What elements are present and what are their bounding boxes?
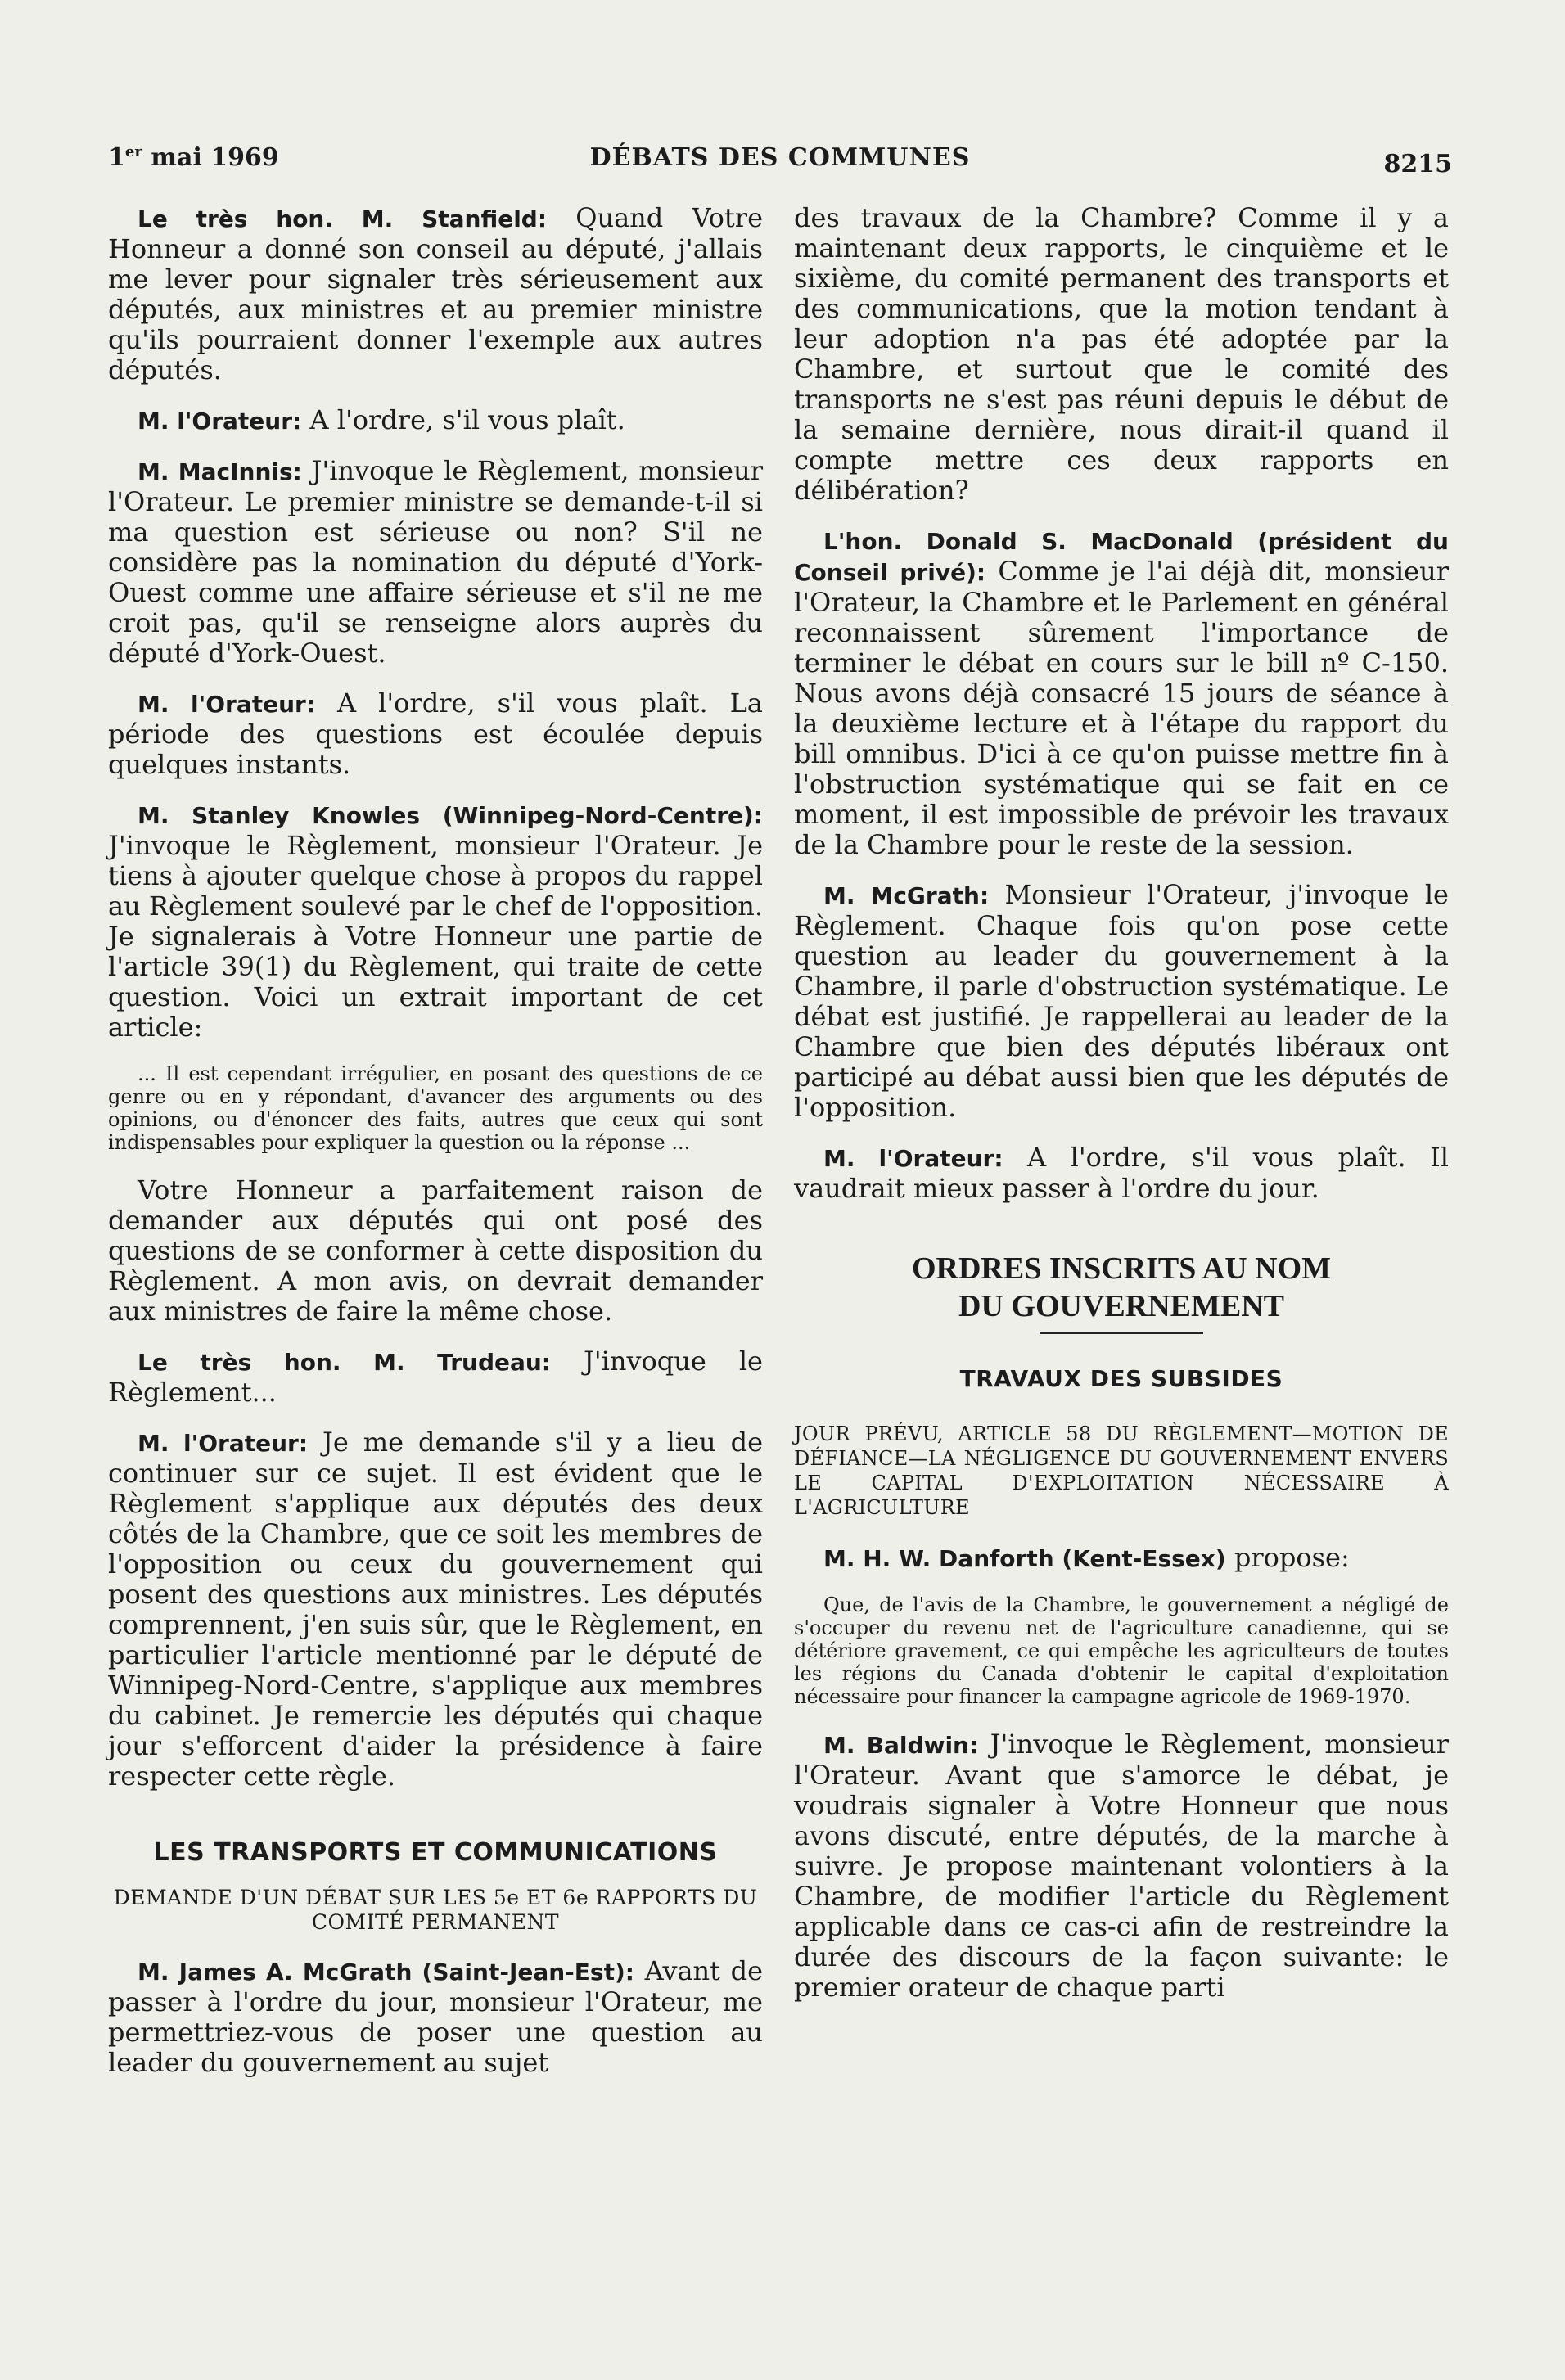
page-header	[108, 143, 1452, 184]
motion-quote: Que, de l'avis de la Chambre, le gouvernement a négligé de s'occuper du revenu net de l'agriculture canadienne, qui se détériore gravement, ce qui empêche les agriculteurs de toutes les régions du Canada d'obtenir le capital d'exploitation nécessaire pour financer la campagne agricole de 1969-1970.	[794, 1593, 1449, 1708]
rule-quote: ... Il est cependant irrégulier, en posant des questions de ce genre ou en y répondant, d'avancer des arguments ou des opinions, ou d'énoncer des faits, autres que ceux qui sont indispensables pour expliquer la question ou la réponse ...	[108, 1062, 763, 1154]
speech-paragraph: L'hon. Donald S. MacDonald (président du Conseil privé): Comme je l'ai déjà dit, monsieur l'Orateur, la Chambre et le Parlement en général reconnaissent sûrement l'importance de terminer le débat en cours sur le bill nº C-150. Nous avons déjà consacré 15 jours de séance à la deuxième lecture et à l'étape du rapport du bill omnibus. D'ici à ce qu'on puisse mettre fin à l'obstruction systématique qui se fait en ce moment, il est impossible de prévoir les travaux de la Chambre pour le reste de la session.	[794, 528, 1449, 860]
speaker-name: M. MacInnis:	[138, 458, 302, 485]
motion-heading: JOUR PRÉVU, ARTICLE 58 DU RÈGLEMENT—MOTION DE DÉFIANCE—LA NÉGLIGENCE DU GOUVERNEMENT ENVERS LE CAPITAL D'EXPLOITATION NÉCESSAIRE À L'AGRICULTURE	[794, 1422, 1449, 1519]
speech-paragraph: Votre Honneur a parfaitement raison de demander aux députés qui ont posé des questions de se conformer à cette disposition du Règlement. A mon avis, on devrait demander aux ministres de faire la même chose.	[108, 1174, 763, 1327]
speech-paragraph: M. l'Orateur: A l'ordre, s'il vous plaît. La période des questions est écoulée depuis quelques instants.	[108, 687, 764, 780]
speech-paragraph: M. H. W. Danforth (Kent-Essex) propose:	[823, 1542, 1350, 1573]
speaker-name: M. l'Orateur:	[138, 1430, 309, 1457]
supply-title: TRAVAUX DES SUBSIDES	[959, 1365, 1283, 1392]
speaker-name: Le très hon. M. Stanfield:	[138, 205, 548, 232]
speaker-name: M. Stanley Knowles (Winnipeg-Nord-Centre):	[138, 802, 763, 829]
speaker-name: Le très hon. M. Trudeau:	[138, 1349, 551, 1376]
speech-paragraph: M. l'Orateur: A l'ordre, s'il vous plaît.	[138, 404, 625, 435]
speech-paragraph: M. Stanley Knowles (Winnipeg-Nord-Centre): J'invoque le Règlement, monsieur l'Orateur. Je tiens à ajouter quelque chose à propos du rappel au Règlement soulevé par le chef de l'opposition. Je signalerais à Votre Honneur une partie de l'article 39(1) du Règlement, qui traite de cette question. Voici un extrait important de cet article:	[108, 802, 763, 1043]
speaker-name: M. H. W. Danforth (Kent-Essex)	[823, 1545, 1226, 1572]
speech-paragraph: M. James A. McGrath (Saint-Jean-Est): Avant de passer à l'ordre du jour, monsieur l'Orateur, me permettriez-vous de poser une question au leader du gouvernement au sujet	[108, 1955, 763, 2078]
speaker-name: M. Baldwin:	[823, 1732, 979, 1759]
speech-paragraph: Le très hon. M. Trudeau: J'invoque le Règlement...	[108, 1346, 763, 1408]
speaker-name: M. l'Orateur:	[138, 691, 316, 718]
page-number: 8215	[1383, 150, 1452, 178]
header-title: DÉBATS DES COMMUNES	[589, 143, 971, 172]
speaker-name: M. l'Orateur:	[823, 1145, 1003, 1172]
speech-paragraph: M. Baldwin: J'invoque le Règlement, monsieur l'Orateur. Avant que s'amorce le débat, je voudrais signaler à Votre Honneur que nous avons discuté, entre députés, de la marche à suivre. Je propose maintenant volontiers à la Chambre, de modifier l'article du Règlement applicable dans ce cas-ci afin de restreindre la durée des discours de la façon suivante: le premier orateur de chaque parti	[794, 1729, 1449, 2003]
section-subtitle: DEMANDE D'UN DÉBAT SUR LES 5e ET 6e RAPPORTS DU COMITÉ PERMANENT	[113, 1886, 758, 1934]
left-column	[108, 203, 763, 2098]
speech-paragraph: M. l'Orateur: A l'ordre, s'il vous plaît. Il vaudrait mieux passer à l'ordre du jour.	[794, 1142, 1449, 1204]
header-date: 1er mai 1969	[108, 143, 279, 172]
title-rule	[1040, 1332, 1203, 1334]
continued-paragraph: des travaux de la Chambre? Comme il y a maintenant deux rapports, le cinquième et le sixième, du comité permanent des transports et des communications, que la motion tendant à leur adoption n'a pas été adoptée par la Chambre, et surtout que le comité des transports ne s'est pas réuni depuis le début de la semaine dernière, nous dirait-il quand il compte mettre ces deux rapports en délibération?	[794, 202, 1449, 506]
speaker-name: M. l'Orateur:	[138, 408, 302, 435]
speech-paragraph: M. MacInnis: J'invoque le Règlement, monsieur l'Orateur. Le premier ministre se demande-t-il si ma question est sérieuse ou non? S'il ne considère pas la nomination du député d'York-Ouest comme une affaire sérieuse et s'il ne me croit pas, qu'il se renseigne alors auprès du député d'York-Ouest.	[108, 455, 763, 669]
orders-title: ORDRES INSCRITS AU NOM DU GOUVERNEMENT	[911, 1251, 1332, 1323]
speech-paragraph: M. l'Orateur: Je me demande s'il y a lieu de continuer sur ce sujet. Il est évident que le Règlement s'applique aux députés des deux côtés de la Chambre, que ce soit les membres de l'opposition ou ceux du gouvernement qui posent des questions aux ministres. Les députés comprennent, j'en suis sûr, que le Règlement, en particulier l'article mentionné par le député de Winnipeg-Nord-Centre, s'applique aux membres du cabinet. Je remercie les députés qui chaque jour s'efforcent d'aider la présidence à faire respecter cette règle.	[108, 1427, 763, 1792]
right-column	[794, 203, 1449, 2022]
section-title: LES TRANSPORTS ET COMMUNICATIONS	[153, 1838, 718, 1867]
speaker-name: L'hon. Donald S. MacDonald (président du Conseil privé):	[794, 528, 1449, 586]
speech-paragraph: M. McGrath: Monsieur l'Orateur, j'invoque le Règlement. Chaque fois qu'on pose cette question au leader du gouvernement à la Chambre, il parle d'obstruction systématique. Le débat est justifié. Je rappellerai au leader de la Chambre que bien des députés libéraux ont participé au débat aussi bien que les députés de l'opposition.	[794, 879, 1449, 1123]
speech-paragraph: Le très hon. M. Stanfield: Quand Votre Honneur a donné son conseil au député, j'allais me lever pour signaler très sérieusement aux députés, aux ministres et au premier ministre qu'ils pourraient donner l'exemple aux autres députés.	[108, 202, 763, 385]
speaker-name: M. James A. McGrath (Saint-Jean-Est):	[138, 1959, 634, 1986]
speaker-name: M. McGrath:	[823, 882, 990, 909]
